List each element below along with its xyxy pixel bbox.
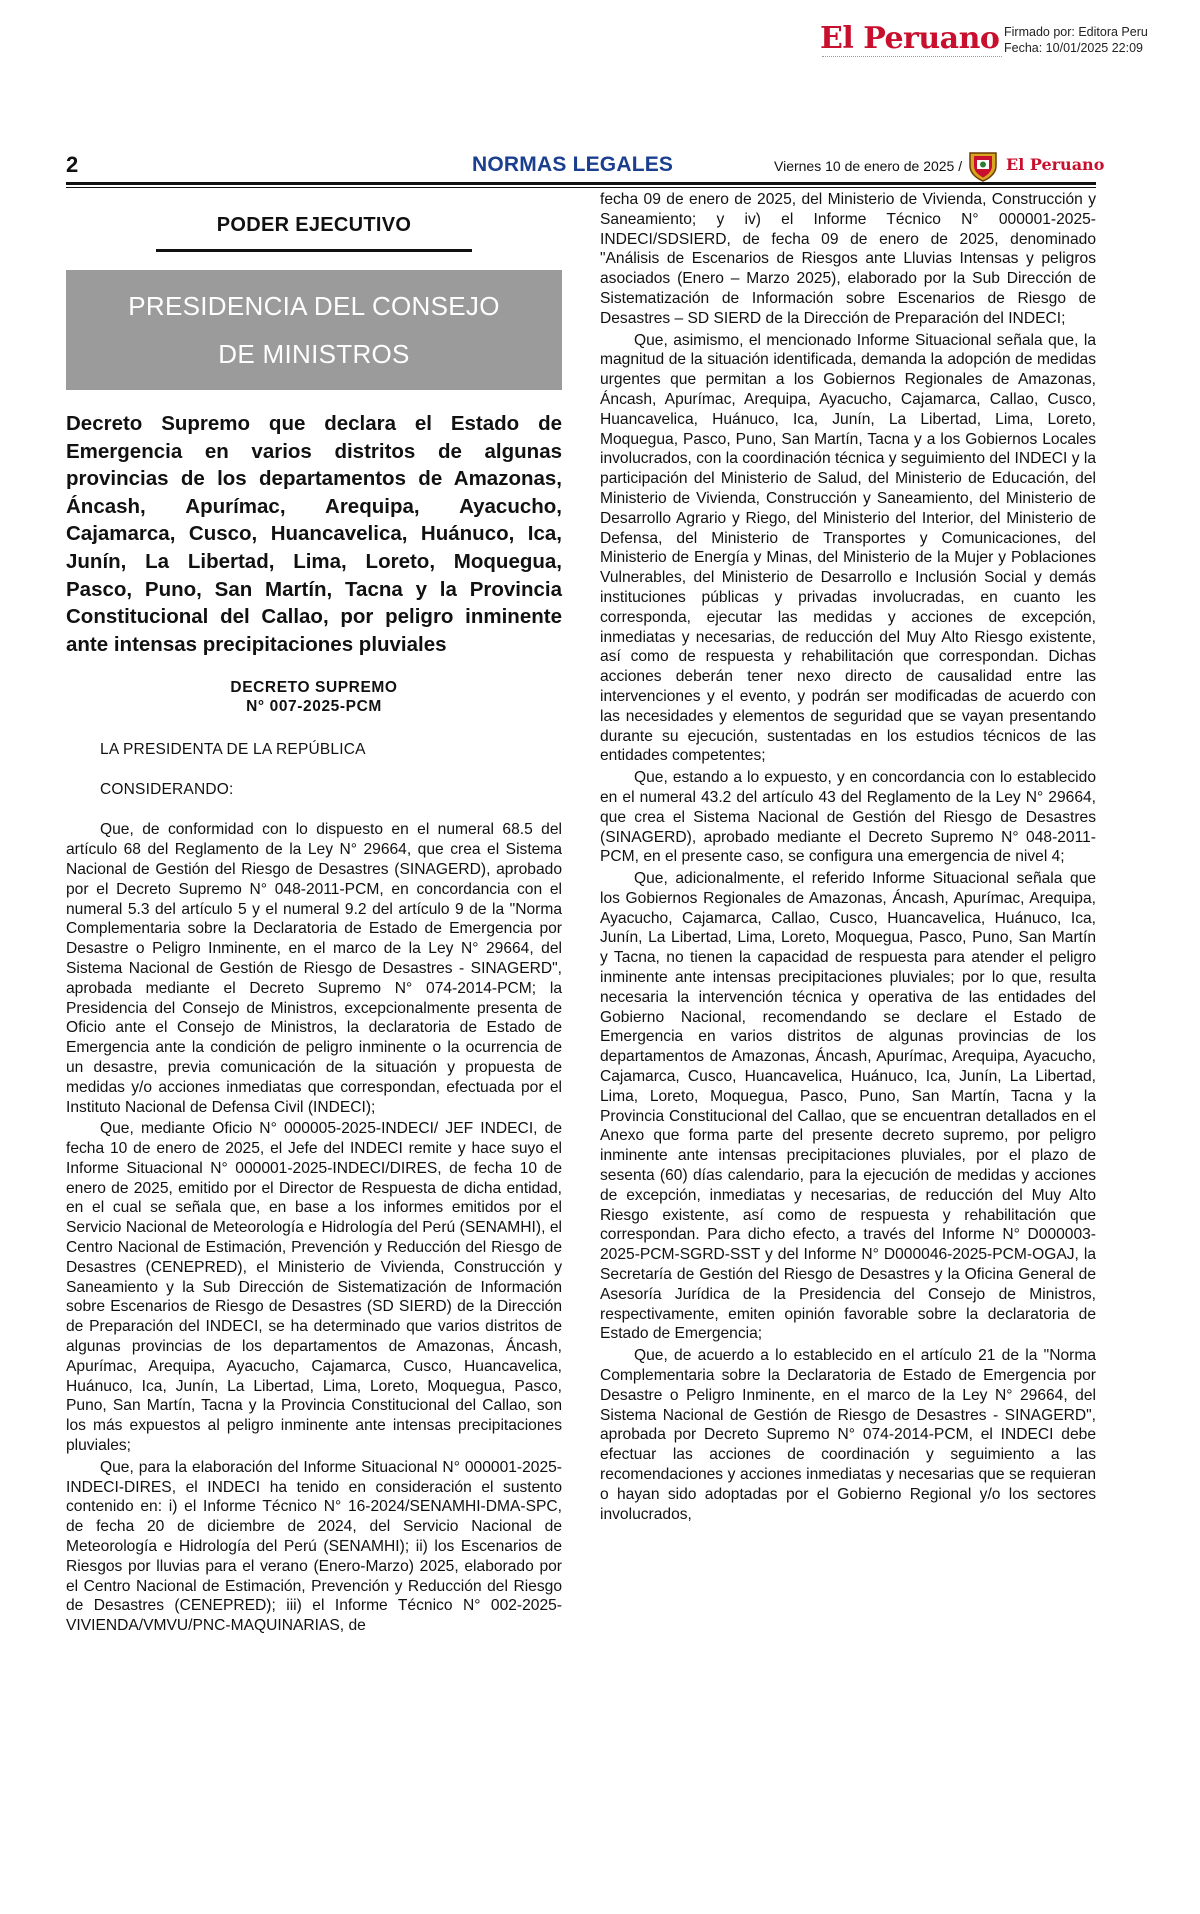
left-column <box>66 196 562 1638</box>
ministry-line-1: PRESIDENCIA DEL CONSEJO <box>128 291 500 321</box>
stamp-text <box>1004 24 1148 56</box>
ministry-line-2: DE MINISTROS <box>218 339 410 369</box>
decree-label <box>66 678 562 716</box>
paragraph: Que, mediante Oficio N° 000005-2025-INDECI/ JEF INDECI, de fecha 10 de enero de 2025, el Jefe del INDECI remite y hace suyo el Informe Situacional N° 000001-2025-INDECI/DIRES, de fecha 10 de enero de 2025, emitido por el Director de Respuesta de dicha entidad, en el cual se señala que, en base a los informes emitidos por el Servicio Nacional de Meteorología e Hidrología del Perú (SENAMHI), el Centro Nacional de Estimación, Prevención y Reducción del Riesgo de Desastres (CENEPRED), el Ministerio de Vivienda, Construcción y Saneamiento y la Sub Dirección de Sistematización de Información sobre Escenarios de Riesgo de Desastres (SD SIERD) de la Dirección de Preparación del INDECI, se ha determinado que varios distritos de algunas provincias de los departamentos de Amazonas, Áncash, Apurímac, Arequipa, Ayacucho, Cajamarca, Cusco, Huancavelica, Huánuco, Ica, Junín, La Libertad, Lima, Loreto, Moquegua, Pasco, Puno, San Martín, Tacna y la Provincia Constitucional del Callao, son los más expuestos al peligro inminente ante intensas precipitaciones pluviales; <box>66 1120 562 1455</box>
paragraph: Que, para la elaboración del Informe Situacional N° 000001-2025-INDECI-DIRES, el INDECI ha tenido en consideración el sustento contenido en: i) el Informe Técnico N° 16-2024/SENAMHI-DMA-SPC, de fecha 20 de diciembre de 2024, del Servicio Nacional de Meteorología e Hidrología del Perú (SENAMHI); ii) los Escenarios de Riesgos por lluvias para el verano (Enero-Marzo) 2025, elaborado por el Centro Nacional de Estimación, Prevención y Reducción del Riesgo de Desastres (CENEPRED); iii) el Informe Técnico N° 002-2025-VIVIENDA/VMVU/PNC-MAQUINARIAS, de <box>66 1458 562 1635</box>
decree-number: N° 007-2025-PCM <box>246 698 382 716</box>
right-body <box>600 190 1096 1524</box>
header-rule <box>66 182 1096 185</box>
decree-type: DECRETO SUPREMO <box>230 679 398 697</box>
page-number: 2 <box>66 152 79 177</box>
decree-title: Decreto Supremo que declara el Estado de Emergencia en varios distritos de algunas provincias de los departamentos de Amazonas, Áncash, Apurímac, Arequipa, Ayacucho, Cajamarca, Cusco, Huancavelica, Huánuco, Ica, Junín, La Libertad, Lima, Loreto, Moquegua, Pasco, Puno, San Martín, Tacna y la Provincia Constitucional del Callao, por peligro inminente ante intensas precipitaciones pluviales <box>66 412 562 656</box>
header-date: Viernes 10 de enero de 2025 / <box>774 158 963 174</box>
signature-stamp <box>820 22 1180 62</box>
ministry-box <box>66 270 562 390</box>
paragraph: Que, asimismo, el mencionado Informe Situacional señala que, la magnitud de la situación identificada, demanda la adopción de medidas urgentes que permitan a los Gobiernos Regionales de Amazonas, Áncash, Apurímac, Arequipa, Ayacucho, Cajamarca, Callao, Cusco, Huancavelica, Huánuco, Ica, Junín, La Libertad, Lima, Loreto, Moquegua, Pasco, Puno, San Martín, Tacna y a los Gobiernos Locales involucrados, con la coordinación técnica y seguimiento del INDECI y la participación del Ministerio de Salud, del Ministerio de Educación, del Ministerio de Vivienda, Construcción y Saneamiento, del Ministerio de Desarrollo Agrario y Riego, del Ministerio del Interior, del Ministerio de Defensa, del Ministerio de Transportes y Comunicaciones, del Ministerio de Energía y Minas, del Ministerio de la Mujer y Poblaciones Vulnerables, del Ministerio de Desarrollo e Inclusión Social y demás instituciones públicas y privadas involucradas, en cuanto les corresponda, ejecutar las medidas y acciones de excepción, inmediatas y necesarias, de reducción del Muy Alto Riesgo existente, así como de respuesta y rehabilitación que correspondan. Dichas acciones deberán tener nexo directo de causalidad entre las intervenciones y el evento, y podrán ser modificadas de acuerdo con las necesidades y elementos de seguridad que se vayan presentando durante su ejecución, sustentadas en los estudios técnicos de las entidades competentes; <box>600 331 1096 765</box>
section-heading: PODER EJECUTIVO <box>156 214 472 252</box>
paragraph: Que, de conformidad con lo dispuesto en el numeral 68.5 del artículo 68 del Reglamento de la Ley N° 29664, que crea el Sistema Nacional de Gestión del Riesgo de Desastres (SINAGERD), aprobado por el Decreto Supremo N° 048-2011-PCM, en concordancia con el numeral 5.3 del artículo 5 y el numeral 9.2 del artículo 9 de la "Norma Complementaria sobre la Declaratoria de Estado de Emergencia por Desastre o Peligro Inminente, en el marco de la Ley N° 29664, del Sistema Nacional de Gestión de Riesgo de Desastres - SINAGERD", aprobada mediante el Decreto Supremo N° 074-2014-PCM; la Presidencia del Consejo de Ministros, excepcionalmente presenta de Oficio ante el Consejo de Ministros, la declaratoria de Estado de Emergencia ante la condición de peligro inminente o la ocurrencia de un desastre, previa comunicación de la situación y propuesta de medidas y/o acciones inmediatas que correspondan, efectuada por el Instituto Nacional de Defensa Civil (INDECI); <box>66 821 562 1116</box>
publication-name: El Peruano <box>1006 155 1105 174</box>
paragraph: Que, de acuerdo a lo establecido en el artículo 21 de la "Norma Complementaria sobre la Declaratoria de Estado de Emergencia por Desastre o Peligro Inminente, en el marco de la Ley N° 29664, del Sistema Nacional de Gestión de Riesgo de Desastres - SINAGERD", aprobada por Decreto Supremo N° 074-2014-PCM, el INDECI debe efectuar las acciones de coordinación y seguimiento a las recomendaciones y acciones inmediatas y necesarias que se requieran o hayan sido adoptadas por el Gobierno Regional y/o los sectores involucrados, <box>600 1347 1096 1523</box>
stamp-logo: El Peruano <box>820 21 1000 56</box>
header-rule-thin <box>66 187 1096 188</box>
stamp-logo-underline <box>822 56 1002 60</box>
stamp-signed-by: Firmado por: Editora Peru <box>1004 25 1148 39</box>
considerando: CONSIDERANDO: <box>100 781 234 799</box>
coat-of-arms-icon <box>966 150 1000 182</box>
left-body <box>66 820 562 1636</box>
stamp-date: Fecha: 10/01/2025 22:09 <box>1004 41 1144 55</box>
section-title: NORMAS LEGALES <box>472 153 674 176</box>
paragraph: fecha 09 de enero de 2025, del Ministerio de Vivienda, Construcción y Saneamiento; y iv) el Informe Técnico N° 000001-2025-INDECI/SDSIERD, de fecha 09 de enero de 2025, denominado "Análisis de Escenarios de Riesgos ante Lluvias Intensas y peligros asociados (Enero – Marzo 2025), elaborado por la Sub Dirección de Sistematización de Información sobre Escenarios de Riesgo de Desastres – SD SIERD de la Dirección de Preparación del INDECI; <box>600 191 1096 327</box>
salutation: LA PRESIDENTA DE LA REPÚBLICA <box>100 741 366 759</box>
right-column <box>600 190 1096 1526</box>
paragraph: Que, estando a lo expuesto, y en concordancia con lo establecido en el numeral 43.2 del artículo 43 del Reglamento de la Ley N° 29664, que crea el Sistema Nacional de Gestión del Riesgo de Desastres (SINAGERD), aprobado mediante el Decreto Supremo N° 048-2011-PCM, en el presente caso, se configura una emergencia de nivel 4; <box>600 769 1096 866</box>
paragraph: Que, adicionalmente, el referido Informe Situacional señala que los Gobiernos Regionales de Amazonas, Áncash, Apurímac, Arequipa, Ayacucho, Cajamarca, Callao, Cusco, Huancavelica, Huánuco, Ica, Junín, La Libertad, Lima, Loreto, Moquegua, Pasco, Puno, San Martín y Tacna, no tienen la capacidad de respuesta para atender el peligro inminente ante intensas precipitaciones pluviales; por lo que, resulta necesaria la intervención técnica y operativa de las entidades del Gobierno Nacional, recomendando se declare el Estado de Emergencia en varios distritos de algunas provincias de los departamentos de Amazonas, Áncash, Apurímac, Arequipa, Ayacucho, Cajamarca, Cusco, Huancavelica, Huánuco, Ica, Junín, La Libertad, Lima, Loreto, Moquegua, Pasco, Puno, San Martín, Tacna y la Provincia Constitucional del Callao, que se encuentran detallados en el Anexo que forma parte del presente decreto supremo, por peligro inminente ante intensas precipitaciones pluviales, por el plazo de sesenta (60) días calendario, para la ejecución de medidas y acciones de excepción, inmediatas y necesarias, de reducción del Muy Alto Riesgo existente, así como de respuesta y rehabilitación que correspondan. Para dicho efecto, a través del Informe N° D000003-2025-PCM-SGRD-SST y del Informe N° D000046-2025-PCM-OGAJ, la Secretaría de Gestión del Riesgo de Desastres y la Oficina General de Asesoría Jurídica de la Presidencia del Consejo de Ministros, respectivamente, emiten opinión favorable sobre la declaratoria de Estado de Emergencia; <box>600 870 1096 1343</box>
page-header <box>66 150 1105 186</box>
